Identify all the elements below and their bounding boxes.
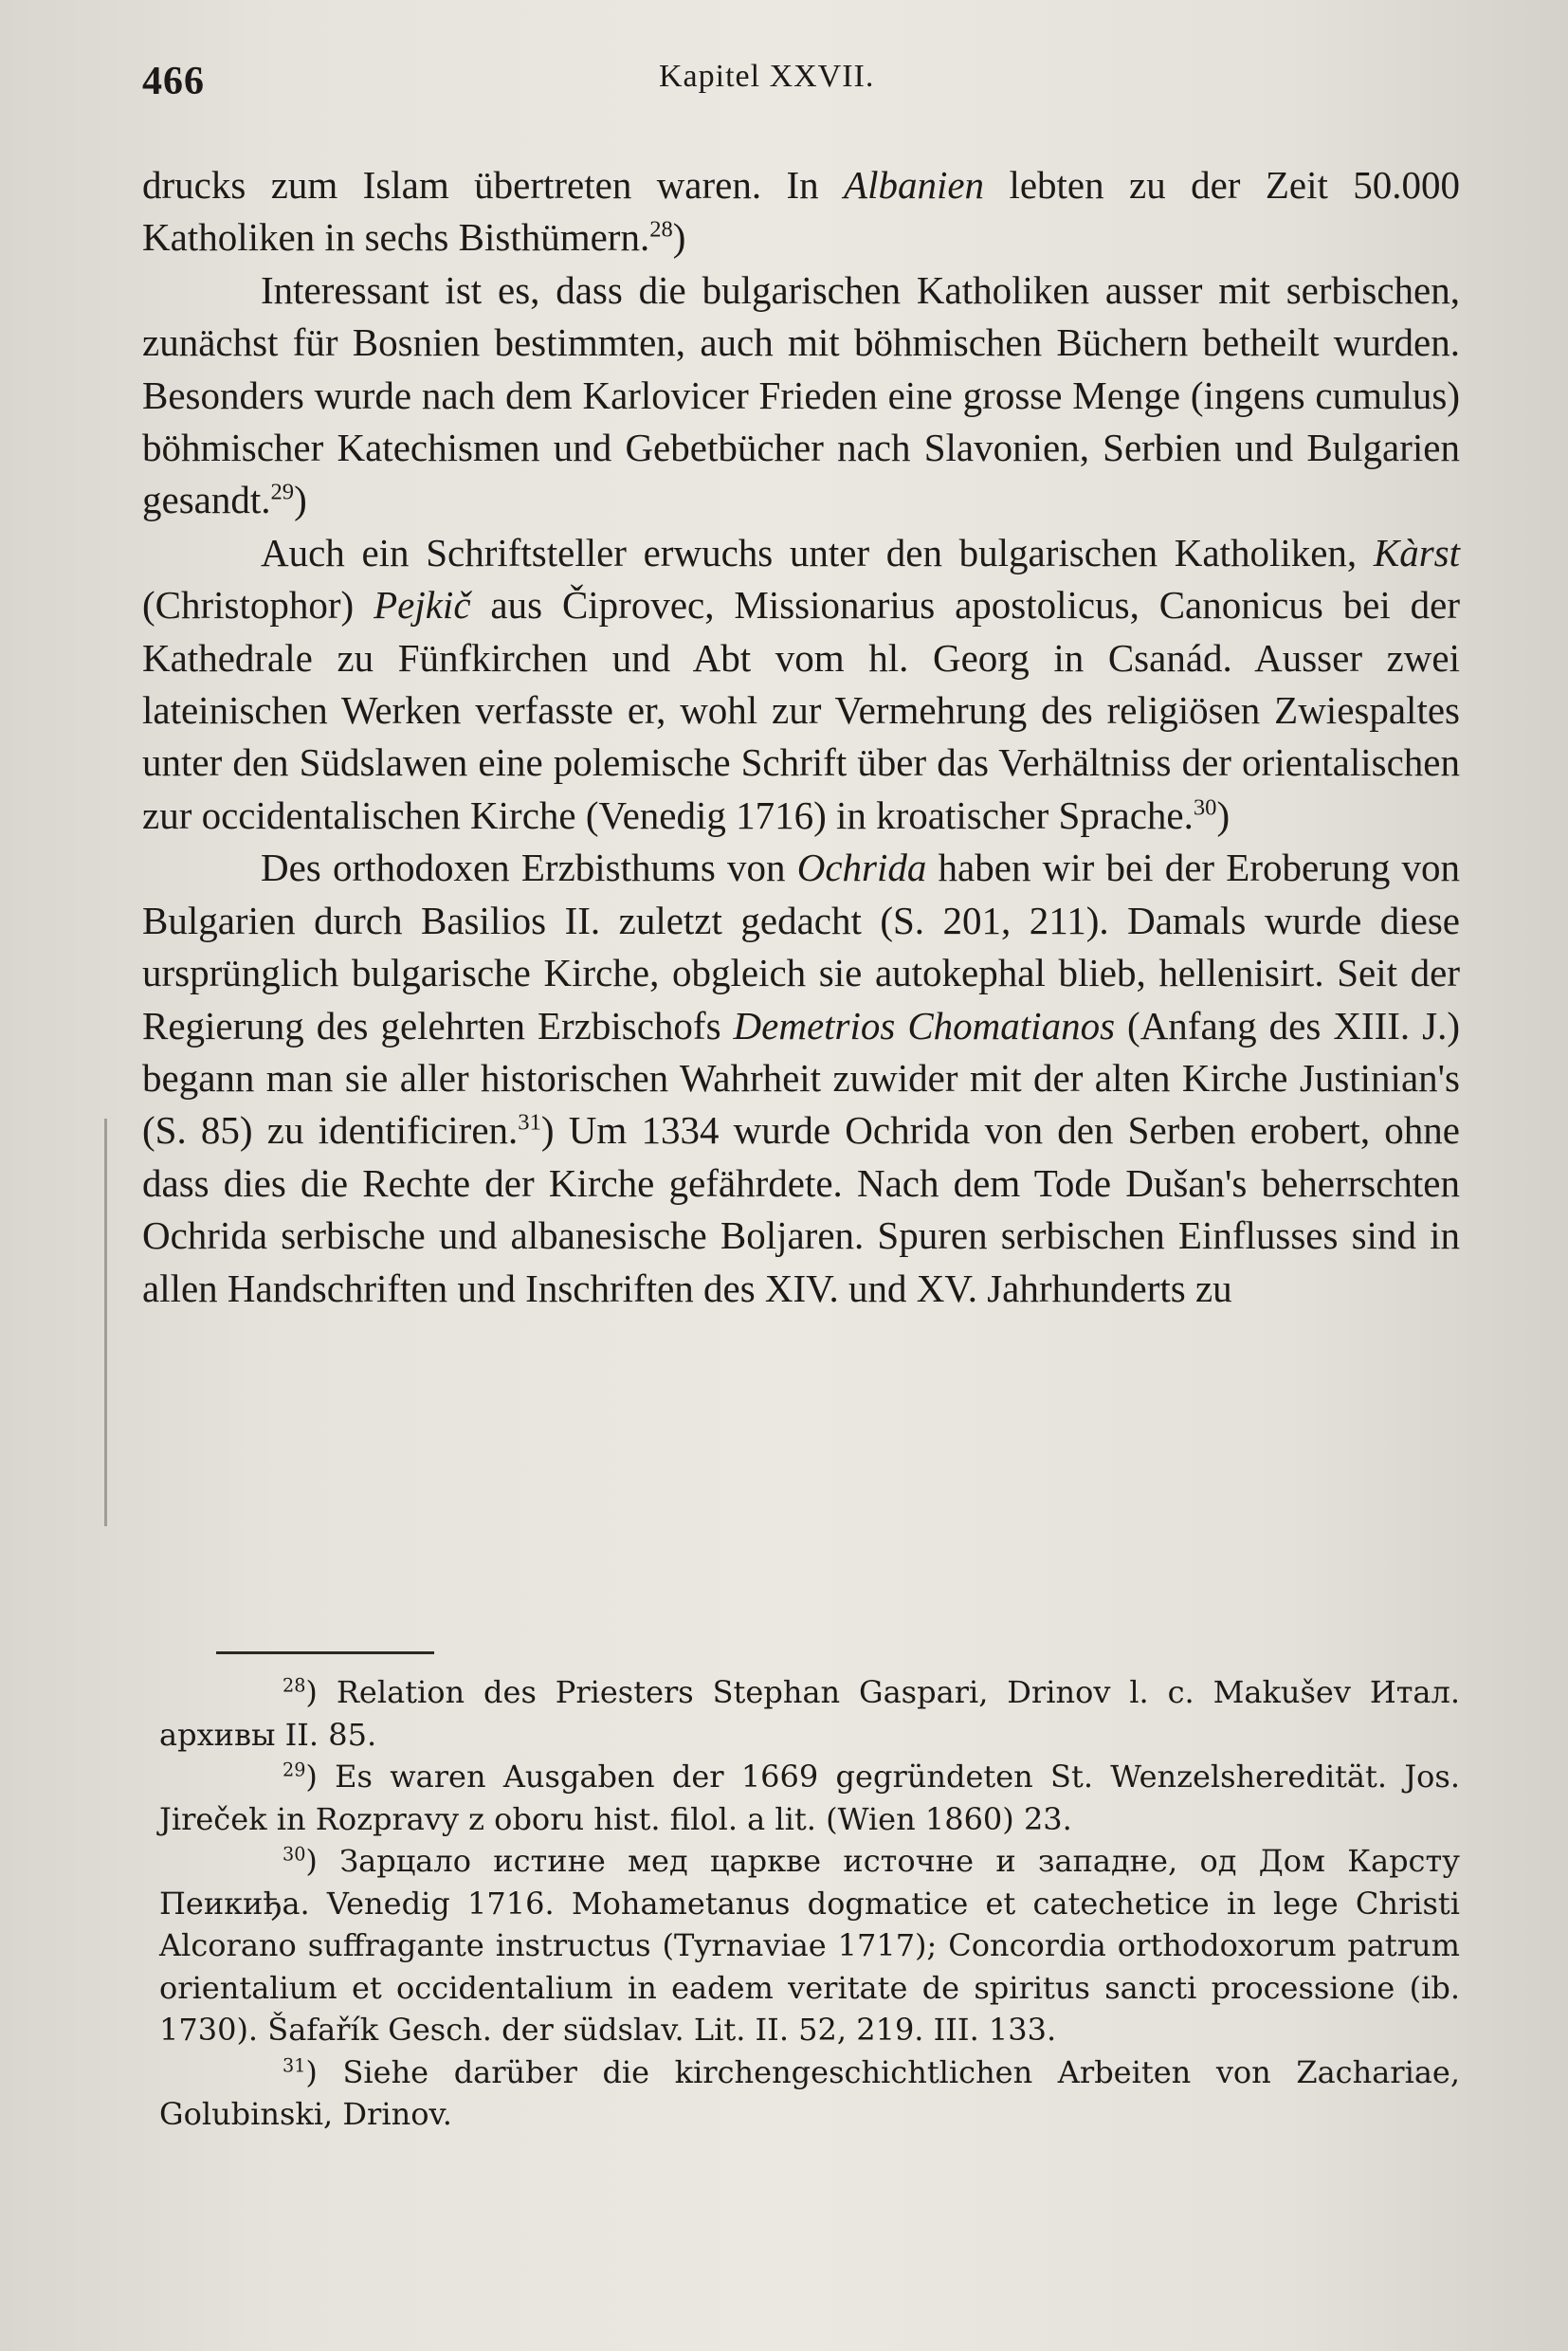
p3-italic-karst: Kàrst bbox=[1373, 530, 1460, 574]
footnote-28 bbox=[159, 1671, 1460, 1756]
p3-italic-pejkic: Pejkič bbox=[374, 583, 471, 628]
footnote-28-mark: 28 bbox=[283, 1674, 306, 1697]
p1-italic-albanien: Albanien bbox=[844, 163, 985, 207]
paragraph-3 bbox=[142, 527, 1460, 842]
footnote-28-text: ) Relation des Priesters Stephan Gaspari, Drinov l. c. Makušev Итал. архивы II. 85. bbox=[159, 1674, 1460, 1753]
pencil-margin-mark bbox=[104, 1119, 134, 1526]
running-head bbox=[142, 59, 1454, 116]
p1-text-a: drucks zum Islam übertreten waren. In bbox=[142, 163, 845, 207]
footnote-ref-29: 29 bbox=[270, 479, 295, 505]
footnote-30-text: ) Зарцало истине мед царкве источне и западне, од Дом Карсту Пеикиђа. Venedig 1716. Mohametanus dogmatice et catechetice in lege Christi Alcorano suffragante instructus (Tyrnaviae 1717); Concordia orthodoxorum patrum orientalium et occidentalium in eadem veritate de spiritus sancti processione (ib. 1730). Šafařík Gesch. der südslav. Lit. II. 52, 219. III. 133. bbox=[159, 1843, 1460, 2048]
p3-text-e: aus Čiprovec, Missionarius apostolicus, Canonicus bei der Kathedrale zu Fünfkirchen und Abt vom hl. Georg in Csanád. Ausser zwei lateinischen Werken verfasste er, wohl zur Vermehrung des religiösen Zwiespaltes unter den Südslawen eine polemische Schrift über das Verhältniss der orientalischen zur occidentalischen Kirche (Venedig 1716) in kroatischer Sprache. bbox=[142, 583, 1461, 837]
p2-text-end: ) bbox=[294, 478, 307, 522]
p4-italic-demetrios: Demetrios Chomatianos bbox=[733, 1003, 1116, 1048]
page-number: 466 bbox=[142, 60, 205, 103]
p4-text-c: haben wir bei der Eroberung von Bulgarien durch Basilios II. zuletzt gedacht (S. 201, 211). Damals wurde diese ursprünglich bulgarische Kirche, obgleich sie autokephal blieb, hellenisirt. Seit der Regierung des gelehrten Erzbischofs bbox=[142, 846, 1461, 1048]
footnote-31-mark: 31 bbox=[283, 2053, 306, 2076]
p1-text-c: lebten zu der Zeit 50.000 Katholiken in sechs Bisthümern. bbox=[142, 163, 1460, 260]
chapter-title: Kapitel XXVII. bbox=[659, 59, 875, 94]
p4-italic-ochrida: Ochrida bbox=[796, 846, 927, 890]
p3-text-c: (Christophor) bbox=[142, 583, 374, 628]
footnote-30-mark: 30 bbox=[283, 1843, 306, 1866]
p3-text-a: Auch ein Schriftsteller erwuchs unter den bulgarischen Katholiken, bbox=[261, 530, 1374, 574]
paragraph-2 bbox=[142, 264, 1460, 527]
footnote-ref-28: 28 bbox=[649, 216, 673, 243]
footnote-31-text: ) Siehe darüber die kirchengeschichtlichen Arbeiten von Zachariae, Golubinski, Drinov. bbox=[159, 2053, 1460, 2132]
footnote-29 bbox=[159, 1756, 1460, 1840]
footnote-ref-30: 30 bbox=[1193, 794, 1217, 821]
footnote-separator bbox=[216, 1651, 434, 1654]
p2-text: Interessant ist es, dass die bulgarischen Katholiken ausser mit serbischen, zunächst für Bosnien bestimmten, auch mit böhmischen Büchern betheilt wurden. Besonders wurde nach dem Karlovicer Frieden eine grosse Menge (ingens cumulus) böhmischer Katechismen und Gebetbücher nach Slavonien, Serbien und Bulgarien gesandt. bbox=[142, 267, 1460, 522]
body-text bbox=[142, 159, 1460, 1315]
footnote-29-text: ) Es waren Ausgaben der 1669 gegründeten St. Wenzelsheredität. Jos. Jireček in Rozpravy z oboru hist. filol. a lit. (Wien 1860) 23. bbox=[159, 1759, 1460, 1837]
footnotes bbox=[159, 1671, 1460, 2136]
p4-text-e: (Anfang des XIII. J.) begann man sie aller historischen Wahrheit zuwider mit der alten Kirche Justinian's (S. 85) zu identificiren. bbox=[142, 1003, 1460, 1153]
paragraph-4 bbox=[142, 842, 1460, 1315]
p4-text-a: Des orthodoxen Erzbisthums von bbox=[261, 846, 797, 890]
p3-text-end: ) bbox=[1216, 793, 1231, 837]
footnote-29-mark: 29 bbox=[283, 1759, 306, 1781]
footnote-31 bbox=[159, 2051, 1460, 2136]
footnote-30 bbox=[159, 1840, 1460, 2051]
footnote-ref-31: 31 bbox=[518, 1109, 541, 1136]
p1-text-d: ) bbox=[672, 215, 686, 260]
paragraph-1 bbox=[142, 159, 1460, 264]
p4-text-f: ) Um 1334 wurde Ochrida von den Serben erobert, ohne dass dies die Rechte der Kirche gefährdete. Nach dem Tode Dušan's beherrschten Ochrida serbische und albanesische Boljaren. Spuren serbischen Einflusses sind in allen Handschriften und Inschriften des XIV. und XV. Jahrhunderts zu bbox=[142, 1108, 1460, 1310]
